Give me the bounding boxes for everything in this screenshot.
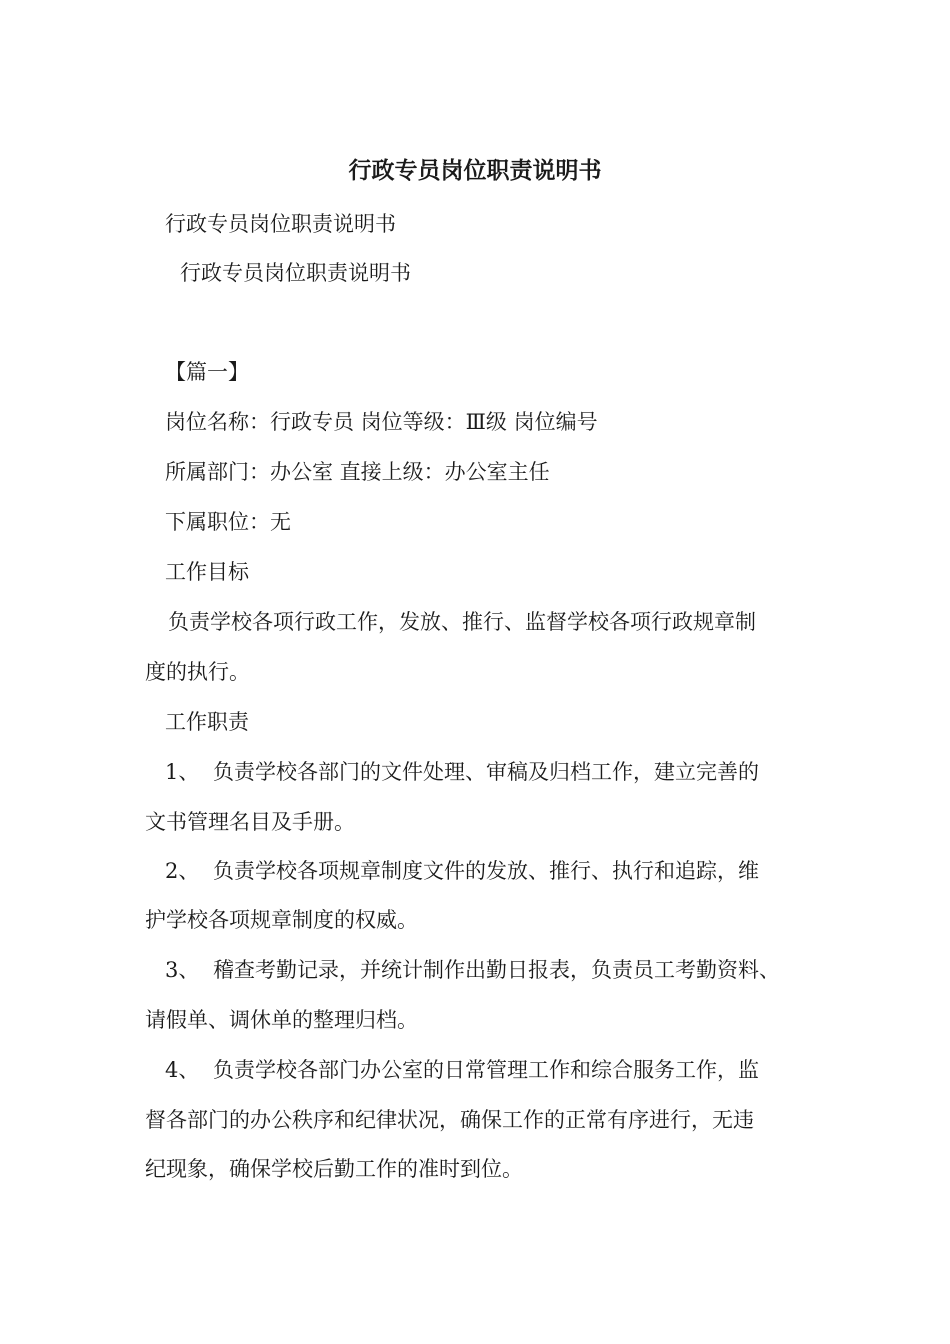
duty-4-continuation-1: 督各部门的办公秩序和纪律状况，确保工作的正常有序进行，无违 — [145, 1108, 754, 1132]
goal-text-line-2: 度的执行。 — [145, 660, 250, 684]
duty-item-2 — [165, 857, 759, 885]
duty-1-continuation: 文书管理名目及手册。 — [145, 810, 355, 834]
duty-number: 4、 — [165, 1058, 200, 1082]
subtitle-line-2: 行政专员岗位职责说明书 — [180, 261, 411, 285]
duty-text-line: 负责学校各部门的文件处理、审稿及归档工作，建立完善的 — [213, 760, 759, 784]
goal-text-line-1: 负责学校各项行政工作，发放、推行、监督学校各项行政规章制 — [168, 610, 756, 634]
info-line-position: 岗位名称：行政专员 岗位等级：Ⅲ级 岗位编号 — [165, 410, 598, 434]
goal-heading: 工作目标 — [165, 560, 249, 584]
info-line-department: 所属部门：办公室 直接上级：办公室主任 — [165, 460, 550, 484]
duties-heading: 工作职责 — [165, 710, 249, 734]
document-title: 行政专员岗位职责说明书 — [348, 157, 602, 184]
duty-item-3 — [165, 956, 780, 984]
duty-number: 2、 — [165, 859, 200, 883]
duty-2-continuation: 护学校各项规章制度的权威。 — [145, 908, 418, 932]
duty-text-line: 负责学校各项规章制度文件的发放、推行、执行和追踪，维 — [213, 859, 759, 883]
duty-text-line: 稽查考勤记录，并统计制作出勤日报表，负责员工考勤资料、 — [213, 958, 780, 982]
duty-item-4 — [165, 1056, 759, 1084]
info-line-subordinates: 下属职位：无 — [165, 510, 291, 534]
duty-number: 3、 — [165, 958, 200, 982]
duty-text-line: 负责学校各部门办公室的日常管理工作和综合服务工作，监 — [213, 1058, 759, 1082]
section-label: 【篇一】 — [165, 360, 249, 384]
duty-4-continuation-2: 纪现象，确保学校后勤工作的准时到位。 — [145, 1157, 523, 1181]
subtitle-line-1: 行政专员岗位职责说明书 — [165, 212, 396, 236]
duty-3-continuation: 请假单、调休单的整理归档。 — [145, 1008, 418, 1032]
duty-item-1 — [165, 758, 759, 786]
duty-number: 1、 — [165, 760, 200, 784]
